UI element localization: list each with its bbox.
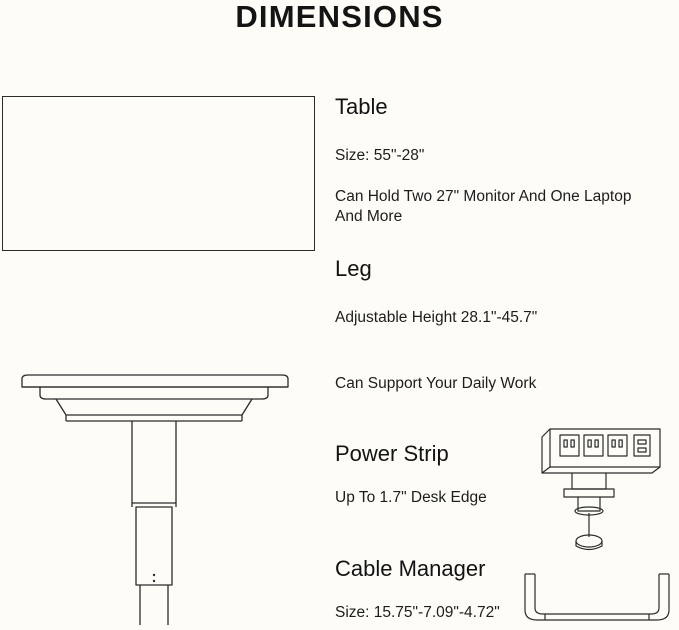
table-size-text: Size: 55"-28"	[335, 147, 425, 164]
tabletop-outline-illustration	[2, 96, 315, 251]
section-heading-table: Table	[335, 94, 388, 119]
illustration-column	[0, 80, 320, 625]
leg-adjustable-height-text: Adjustable Height 28.1"-45.7"	[335, 309, 538, 326]
cable-manager-illustration	[515, 570, 679, 630]
section-heading-cable-manager: Cable Manager	[335, 556, 486, 581]
table-capacity-text: Can Hold Two 27" Monitor And One Laptop And More	[335, 188, 632, 225]
page-title: DIMENSIONS	[235, 0, 444, 34]
leg-support-text: Can Support Your Daily Work	[335, 375, 537, 392]
section-heading-power-strip: Power Strip	[335, 441, 449, 466]
power-strip-illustration	[520, 415, 670, 560]
power-strip-clamp-text: Up To 1.7" Desk Edge	[335, 489, 487, 506]
cable-manager-size-text: Size: 15.75"-7.09"-4.72"	[335, 604, 500, 621]
section-heading-leg: Leg	[335, 256, 372, 281]
desk-front-view-illustration	[0, 275, 320, 625]
